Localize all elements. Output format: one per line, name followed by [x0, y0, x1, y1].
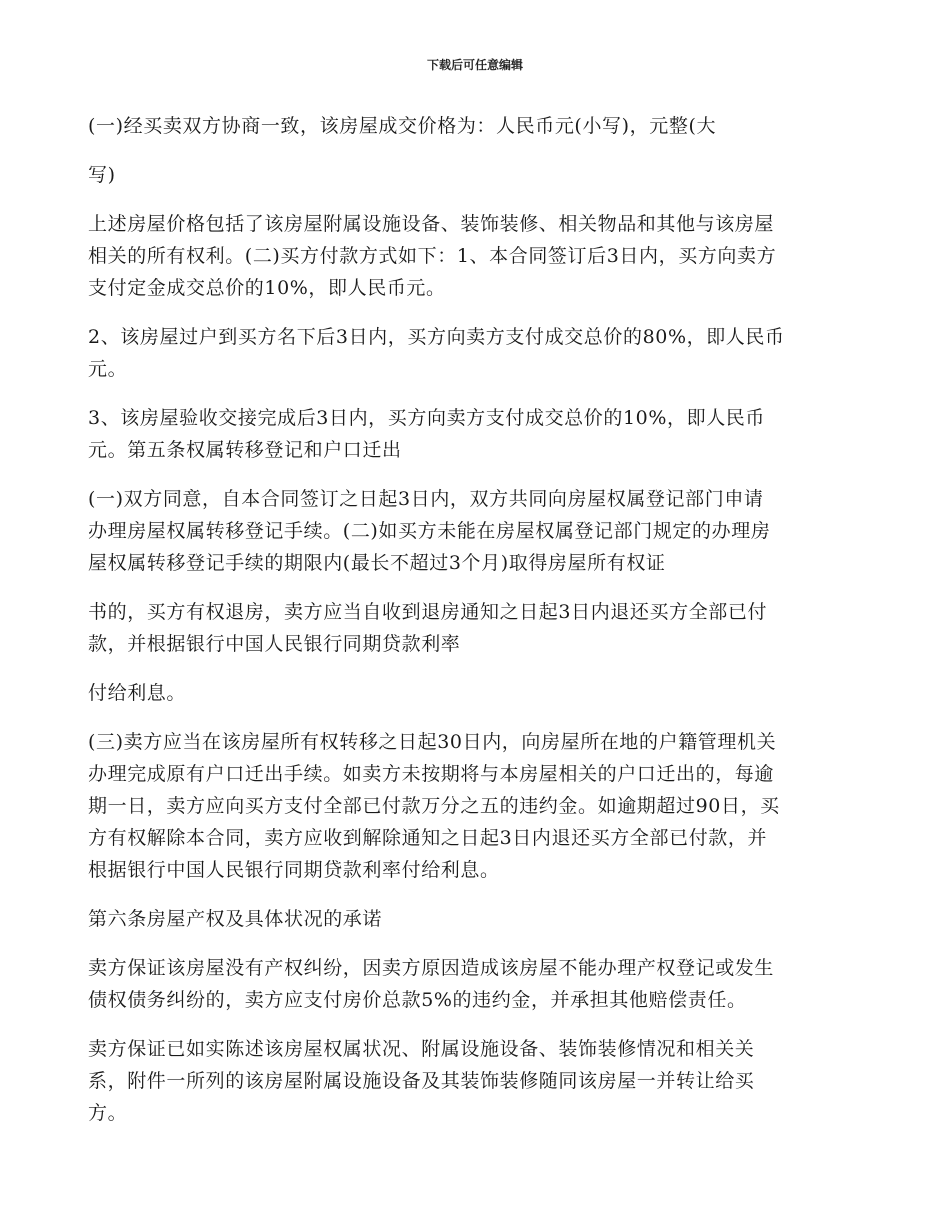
paragraph	[88, 677, 868, 709]
paragraph	[88, 402, 868, 466]
text-line: (三)卖方应当在该房屋所有权转移之日起30日内，向房屋所在地的户籍管理机关	[88, 731, 777, 753]
paragraph	[88, 596, 868, 660]
text-line: 期一日，卖方应向买方支付全部已付款万分之五的违约金。如逾期超过90日，买	[88, 795, 780, 817]
paragraph	[88, 483, 868, 579]
text-line: 卖方保证已如实陈述该房屋权属状况、附属设施设备、装饰装修情况和相关关	[88, 1038, 755, 1060]
paragraph	[88, 159, 868, 191]
text-line: 款，并根据银行中国人民银行同期贷款利率	[88, 633, 461, 655]
text-line: 办理房屋权属转移登记手续。(二)如买方未能在房屋权属登记部门规定的办理房	[88, 520, 771, 542]
text-line: 上述房屋价格包括了该房屋附属设施设备、装饰装修、相关物品和其他与该房屋	[88, 213, 775, 235]
page-header: 下载后可任意编辑	[426, 58, 523, 72]
text-line: 付给利息。	[88, 682, 187, 704]
text-line: 卖方保证该房屋没有产权纠纷，因卖方原因造成该房屋不能办理产权登记或发生	[88, 957, 775, 979]
paragraph	[88, 1033, 868, 1129]
paragraph	[88, 952, 868, 1016]
paragraph	[88, 321, 868, 385]
text-line: 方。	[88, 1102, 128, 1124]
text-line: 第六条房屋产权及具体状况的承诺	[88, 908, 383, 930]
text-line: 书的，买方有权退房，卖方应当自收到退房通知之日起3日内退还买方全部已付	[88, 601, 768, 623]
text-line: 系，附件一所列的该房屋附属设施设备及其装饰装修随同该房屋一并转让给买	[88, 1070, 755, 1092]
paragraph	[88, 110, 868, 142]
text-line: 2、该房屋过户到买方名下后3日内，买方向卖方支付成交总价的80%，即人民币	[88, 326, 785, 348]
text-line: 根据银行中国人民银行同期贷款利率付给利息。	[88, 859, 500, 881]
paragraph	[88, 208, 868, 304]
text-line: 相关的所有权利。(二)买方付款方式如下：1、本合同签订后3日内，买方向卖方	[88, 245, 777, 267]
document-body	[88, 110, 868, 1146]
text-line: 办理完成原有户口迁出手续。如卖方未按期将与本房屋相关的户口迁出的，每逾	[88, 763, 775, 785]
text-line: (一)经买卖双方协商一致，该房屋成交价格为：人民币元(小写)，元整(大	[88, 115, 717, 137]
paragraph	[88, 903, 868, 935]
text-line: 元。第五条权属转移登记和户口迁出	[88, 439, 402, 461]
text-line: 元。	[88, 358, 128, 380]
text-line: 支付定金成交总价的10%，即人民币元。	[88, 277, 446, 299]
text-line: 债权债务纠纷的，卖方应支付房价总款5%的违约金，并承担其他赔偿责任。	[88, 989, 747, 1011]
paragraph	[88, 726, 868, 886]
text-line: 方有权解除本合同，卖方应收到解除通知之日起3日内退还买方全部已付款，并	[88, 827, 768, 849]
text-line: 写)	[88, 164, 116, 186]
text-line: 屋权属转移登记手续的期限内(最长不超过3个月)取得房屋所有权证	[88, 552, 666, 574]
text-line: (一)双方同意，自本合同签订之日起3日内，双方共同向房屋权属登记部门申请	[88, 488, 764, 510]
text-line: 3、该房屋验收交接完成后3日内，买方向卖方支付成交总价的10%，即人民币	[88, 407, 766, 429]
